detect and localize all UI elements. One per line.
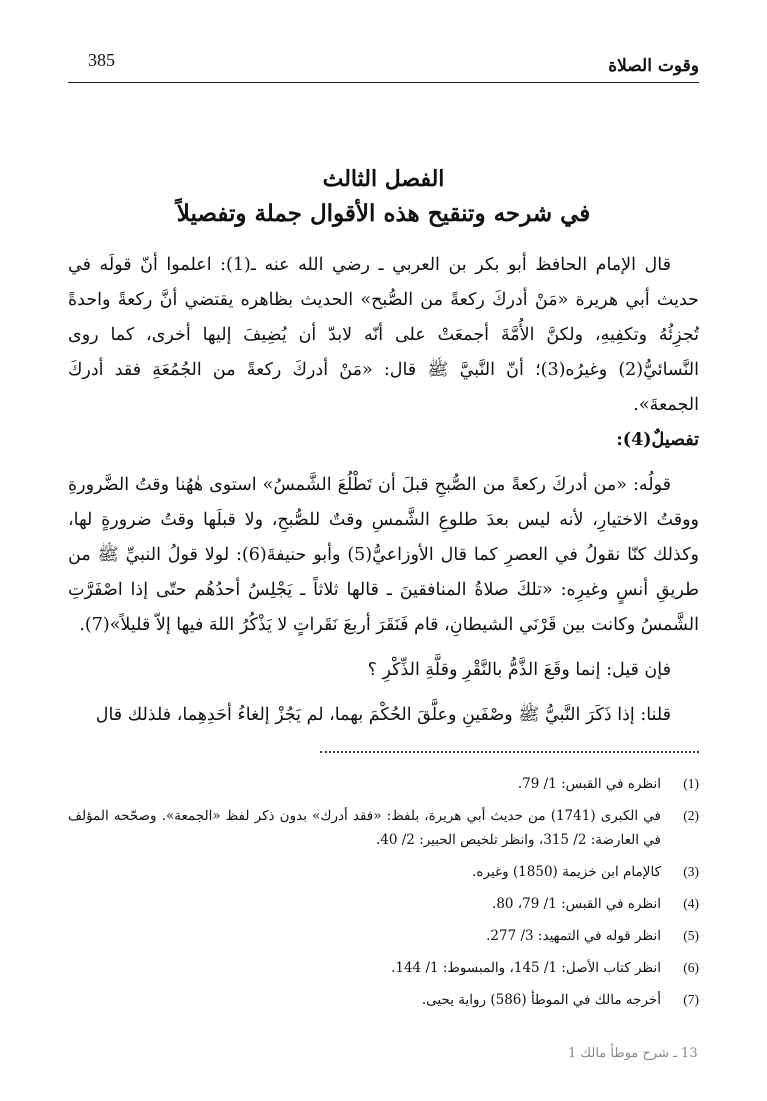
footnote-text: انظره في القبس: 1/ 79.: [517, 776, 661, 792]
footnote: [68, 772, 699, 796]
footnote-number: (2): [683, 808, 699, 823]
page-header: [68, 48, 699, 88]
paragraph-question: فإن قيل: إنما وقَعَ الذَّمُّ بالنَّقْرِ وقلَّةِ الذِّكْرِ ؟: [367, 660, 671, 680]
paragraph-intro: قال الإمام الحافظ أبو بكر بن العربي ـ رضي الله عنه ـ(1): اعلموا أنّ قولَه في حديث أبي هريرة «مَنْ أدركَ ركعةً من الصُّبح» الحديث بظاهره يقتضي أنَّ ركعةً واحدةً تُجزِئُهُ وتكفِيهِ، ولكنَّ الأُمَّةَ أجمعَتْ على أنّه لابدّ أن يُضِيفَ إليها أخرى، كما روى النَّسائيُّ(2) وغيرُه(3)؛ أنّ النَّبيَّ ﷺ قال: «مَنْ أدركَ ركعةً من الجُمُعَةِ فقد أدركَ الجمعةَ».: [68, 255, 699, 415]
footnote-number: (7): [683, 992, 699, 1007]
footnote: [68, 804, 699, 852]
footnote-text: أخرجه مالك في الموطأ (586) رواية يحيى.: [421, 992, 661, 1008]
footnote: [68, 988, 699, 1012]
footnote-separator: [320, 751, 699, 753]
footnote-text: في الكبرى (1741) من حديث أبي هريرة، بلفظ: «فقد أدرك» بدون ذكر لفظ «الجمعة». وصحّحه المؤلف في العارضة: 2/ 315، وانظر تلخيص الحبير: 2/ 40.: [68, 808, 661, 848]
printer-signature: 13 ـ شرح موطأ مالك 1: [568, 1046, 698, 1061]
footnote-text: انظره في القبس: 1/ 79، 80.: [492, 896, 661, 912]
page-number: 385: [88, 50, 115, 70]
header-rule: [68, 82, 699, 83]
footnote-number: (4): [683, 896, 699, 911]
footnote-text: كالإمام ابن خزيمة (1850) وغيره.: [472, 864, 661, 880]
footnote-number: (3): [683, 864, 699, 879]
footnote-number: (5): [683, 928, 699, 943]
chapter-subtitle: في شرحه وتنقيح هذه الأقوال جملة وتفصيلاً: [176, 200, 591, 227]
section-subheading: تفصيلٌ(4):: [616, 430, 699, 450]
footnote-text: انظر قوله في التمهيد: 3/ 277.: [486, 928, 661, 944]
chapter-title: الفصل الثالث: [322, 166, 445, 192]
footnote-text: انظر كتاب الأصل: 1/ 145، والمبسوط: 1/ 144.: [391, 960, 661, 976]
paragraph-explanation: قولُه: «من أدركَ ركعةً من الصُّبحِ قبلَ أن تَطْلُعَ الشَّمسُ» استوى هٰهُنا وقتُ الضَّرورةِ ووقتُ الاختيارِ، لأنه ليس بعدَ طلوعِ الشَّمسِ وقتٌ للصُّبحِ، ولا قبلَها وقتُ ضرورةٍ لها، وكذلك كنّا نقولُ في العصرِ كما قال الأوزاعيُّ(5) وأبو حنيفةَ(6): لولا قولُ النبيِّ ﷺ من طريقِ أنسٍ وغيرِه: «تلكَ صلاةُ المنافقينَ ـ قالها ثلاثاً ـ يَجْلِسُ أحدُهُم حتّى إذا اصْفَرَّتِ الشَّمسُ وكانت بين قَرْنَي الشيطانِ، قام فَنَقَرَ أربعَ نَقَراتٍ لا يَذْكُرُ اللهَ فيها إلاّ قليلاً»(7).: [68, 475, 699, 635]
footnote: [68, 892, 699, 916]
main-text: [68, 248, 699, 733]
footnote: [68, 956, 699, 980]
footnote: [68, 860, 699, 884]
footnote-number: (6): [683, 960, 699, 975]
footnotes: [68, 772, 699, 1020]
footnote: [68, 924, 699, 948]
paragraph-answer: قلنا: إذا ذَكَرَ النَّبيُّ ﷺ وصْفَينِ وعلَّقَ الحُكْمَ بهما، لم يَجُزْ إلغاءُ أحَدِهِما، فلذلك قال: [95, 705, 671, 725]
footnote-number: (1): [683, 776, 699, 791]
running-title: وقوت الصلاة: [608, 56, 699, 76]
